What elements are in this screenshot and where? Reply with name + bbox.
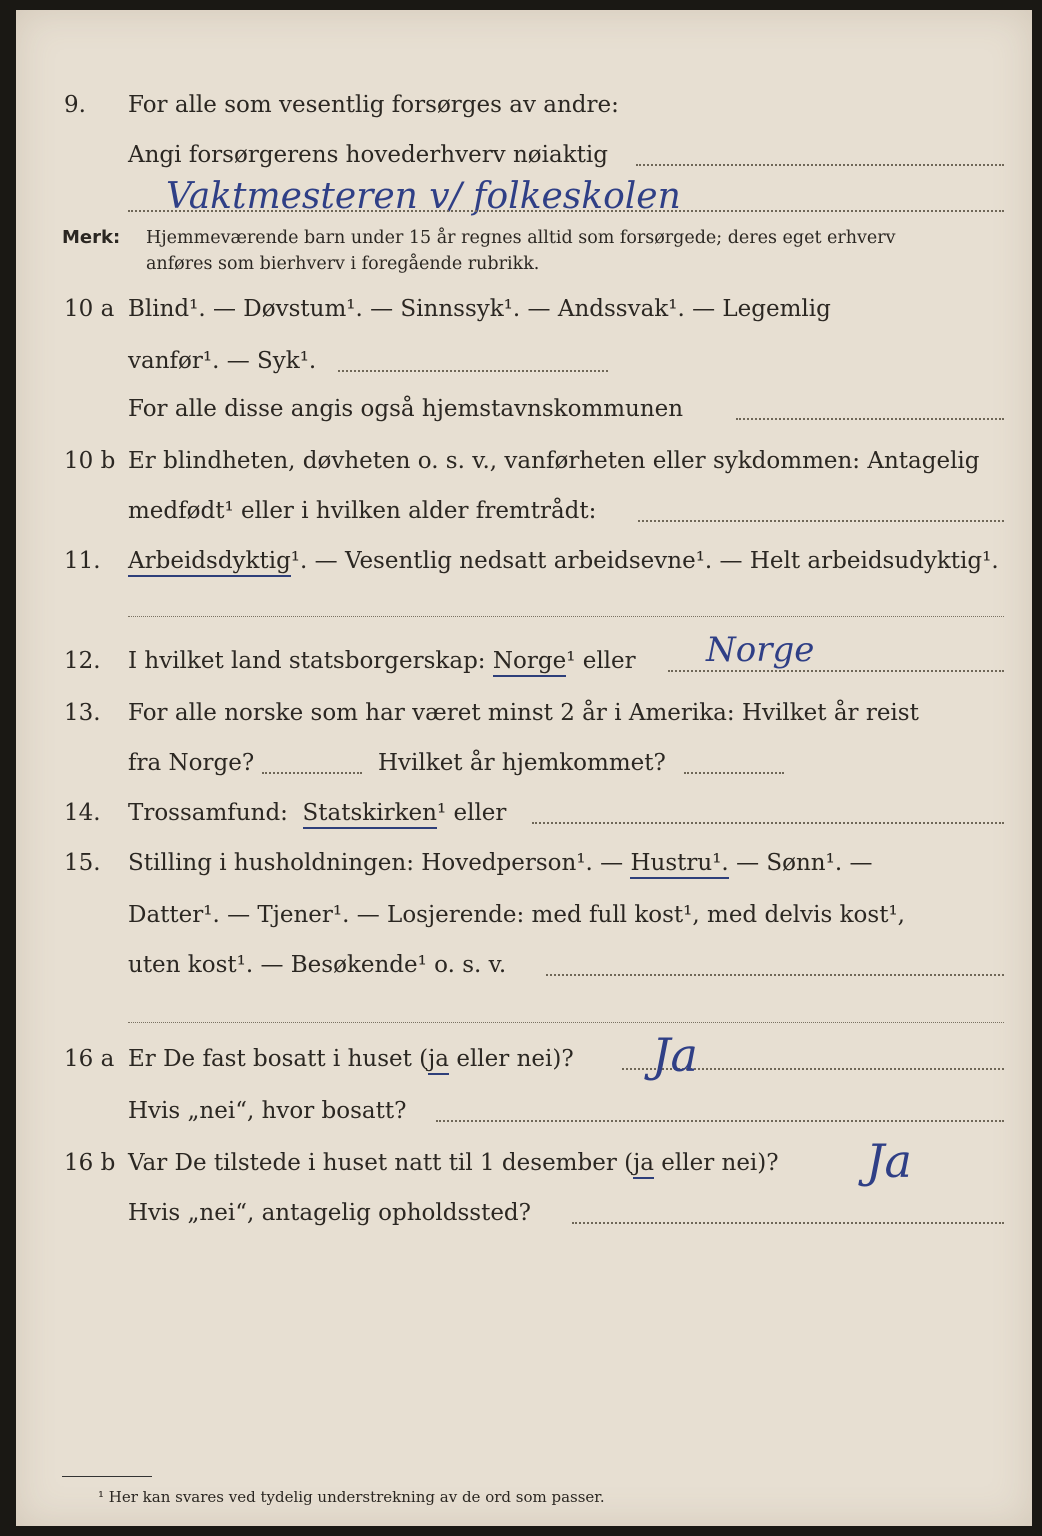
q9-fill-line bbox=[636, 164, 1004, 166]
q15-underlined-option: Hustru¹. bbox=[630, 850, 728, 879]
q13-reist-fill-line bbox=[262, 772, 362, 774]
q13-question-2a: fra Norge? bbox=[128, 750, 255, 776]
q15-blank-line bbox=[128, 1022, 1004, 1023]
q15-question-2: Datter¹. — Tjener¹. — Losjerende: med full kost¹, med delvis kost¹, bbox=[128, 902, 905, 928]
q13-question-2b: Hvilket år hjemkommet? bbox=[378, 750, 666, 776]
q12-underlined-option: Norge bbox=[493, 648, 566, 677]
q16a-question: Er De fast bosatt i huset (ja eller nei)? bbox=[128, 1046, 574, 1072]
q15-number: 15. bbox=[64, 850, 101, 876]
q9-number: 9. bbox=[64, 92, 86, 118]
q10a-syk-fill-line bbox=[338, 370, 608, 372]
q14-fill-line bbox=[532, 822, 1004, 824]
q12-question: I hvilket land statsborgerskap: Norge¹ eller bbox=[128, 648, 636, 674]
merk-note-1: Hjemmeværende barn under 15 år regnes alltid som forsørgede; deres eget erhverv bbox=[146, 228, 896, 248]
q10a-question-2: vanfør¹. — Syk¹. bbox=[128, 348, 317, 374]
q12-fill-line bbox=[668, 670, 1004, 672]
q14-underlined-option: Statskirken bbox=[303, 800, 437, 829]
q16b-fill-line bbox=[572, 1222, 1004, 1224]
merk-note-2: anføres som bierhverv i foregående rubrikk. bbox=[146, 254, 540, 274]
q16a-number: 16 a bbox=[64, 1046, 115, 1072]
q13-number: 13. bbox=[64, 700, 101, 726]
q15-fill-line bbox=[546, 974, 1004, 976]
q11-blank-line bbox=[128, 616, 1004, 617]
merk-label: Merk: bbox=[62, 227, 121, 248]
q10a-number: 10 a bbox=[64, 296, 115, 322]
q11-number: 11. bbox=[64, 548, 101, 574]
q15-question: Stilling i husholdningen: Hovedperson¹. — Hustru¹. — Sønn¹. — bbox=[128, 850, 872, 876]
q9-answer-line bbox=[128, 210, 1004, 212]
footnote-rule bbox=[62, 1476, 152, 1477]
q16b-handwritten-answer: Ja bbox=[866, 1134, 912, 1188]
q16b-question: Var De tilstede i huset natt til 1 desember (ja eller nei)? bbox=[128, 1150, 779, 1176]
q12-number: 12. bbox=[64, 648, 101, 674]
q10b-question: Er blindheten, døvheten o. s. v., vanførheten eller sykdommen: Antagelig bbox=[128, 448, 980, 474]
q16a-underlined-option: ja bbox=[428, 1046, 449, 1075]
q16b-number: 16 b bbox=[64, 1150, 116, 1176]
q16a-bosatt-fill-line bbox=[436, 1120, 1004, 1122]
q10a-question-3: For alle disse angis også hjemstavnskommunen bbox=[128, 396, 684, 422]
q12-handwritten-answer: Norge bbox=[706, 630, 815, 670]
q13-question: For alle norske som har været minst 2 år i Amerika: Hvilket år reist bbox=[128, 700, 919, 726]
q14-number: 14. bbox=[64, 800, 101, 826]
q16a-question-2: Hvis „nei“, hvor bosatt? bbox=[128, 1098, 407, 1124]
q14-question: Trossamfund: Statskirken¹ eller bbox=[128, 800, 506, 826]
footnote: ¹ Her kan svares ved tydelig understrekning av de ord som passer. bbox=[98, 1488, 605, 1506]
q9-question-2: Angi forsørgerens hovederhverv nøiaktig bbox=[128, 142, 608, 168]
q16a-handwritten-answer: Ja bbox=[652, 1028, 698, 1082]
q10a-hjemstavn-fill-line bbox=[736, 418, 1004, 420]
q16b-question-2: Hvis „nei“, antagelig opholdssted? bbox=[128, 1200, 531, 1226]
census-form-page bbox=[16, 10, 1032, 1526]
q10b-fill-line bbox=[638, 520, 1004, 522]
q11-underlined-option: Arbeidsdyktig bbox=[128, 548, 291, 577]
q10b-question-2: medfødt¹ eller i hvilken alder fremtrådt: bbox=[128, 498, 597, 524]
q9-handwritten-answer: Vaktmesteren v/ folkeskolen bbox=[166, 176, 681, 217]
q11-question: Arbeidsdyktig¹. — Vesentlig nedsatt arbeidsevne¹. — Helt arbeidsudyktig¹. bbox=[128, 548, 999, 574]
q10b-number: 10 b bbox=[64, 448, 116, 474]
q9-question: For alle som vesentlig forsørges av andre: bbox=[128, 92, 619, 118]
q13-hjem-fill-line bbox=[684, 772, 784, 774]
q16b-underlined-option: ja bbox=[633, 1150, 654, 1179]
q10a-question: Blind¹. — Døvstum¹. — Sinnssyk¹. — Andssvak¹. — Legemlig bbox=[128, 296, 831, 322]
q15-question-3: uten kost¹. — Besøkende¹ o. s. v. bbox=[128, 952, 507, 978]
